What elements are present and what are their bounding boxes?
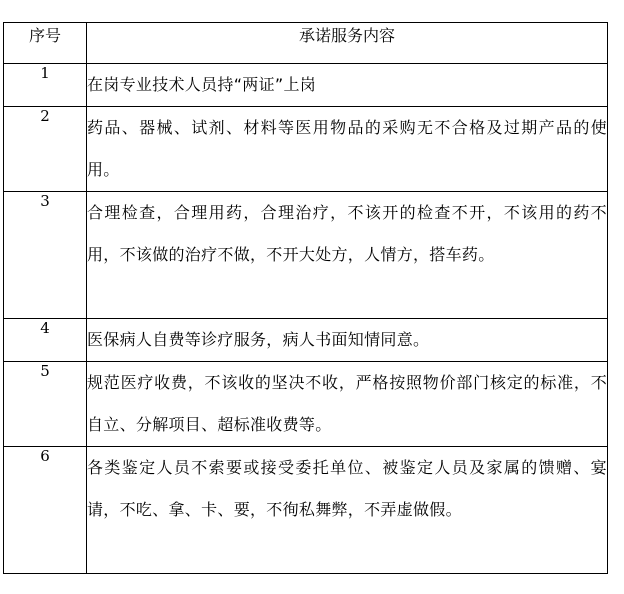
row-serial-number: 3 [4,192,87,319]
table-row [4,64,608,107]
row-serial-number: 5 [4,362,87,447]
row-commitment-text: 合理检查，合理用药，合理治疗，不该开的检查不开，不该用的药不用，不该做的治疗不做，不开大处方，人情方，搭车药。 [87,192,608,319]
row-serial-number: 1 [4,64,87,107]
table-header-row [4,23,608,64]
service-commitment-table [3,22,608,574]
row-serial-number: 4 [4,319,87,362]
row-serial-number: 2 [4,107,87,192]
row-commitment-text: 医保病人自费等诊疗服务，病人书面知情同意。 [87,319,608,362]
row-commitment-text: 规范医疗收费，不该收的坚决不收，严格按照物价部门核定的标准，不自立、分解项目、超标准收费等。 [87,362,608,447]
table-row [4,192,608,319]
header-serial-number: 序号 [4,23,87,64]
row-commitment-text: 各类鉴定人员不索要或接受委托单位、被鉴定人员及家属的馈赠、宴请，不吃、拿、卡、要，不徇私舞弊，不弄虚做假。 [87,447,608,574]
table-row [4,319,608,362]
table-row [4,447,608,574]
table-row [4,107,608,192]
row-commitment-text: 药品、器械、试剂、材料等医用物品的采购无不合格及过期产品的使用。 [87,107,608,192]
row-commitment-text: 在岗专业技术人员持“两证”上岗 [87,64,608,107]
row-serial-number: 6 [4,447,87,574]
table-row [4,362,608,447]
header-commitment-content: 承诺服务内容 [87,23,608,64]
